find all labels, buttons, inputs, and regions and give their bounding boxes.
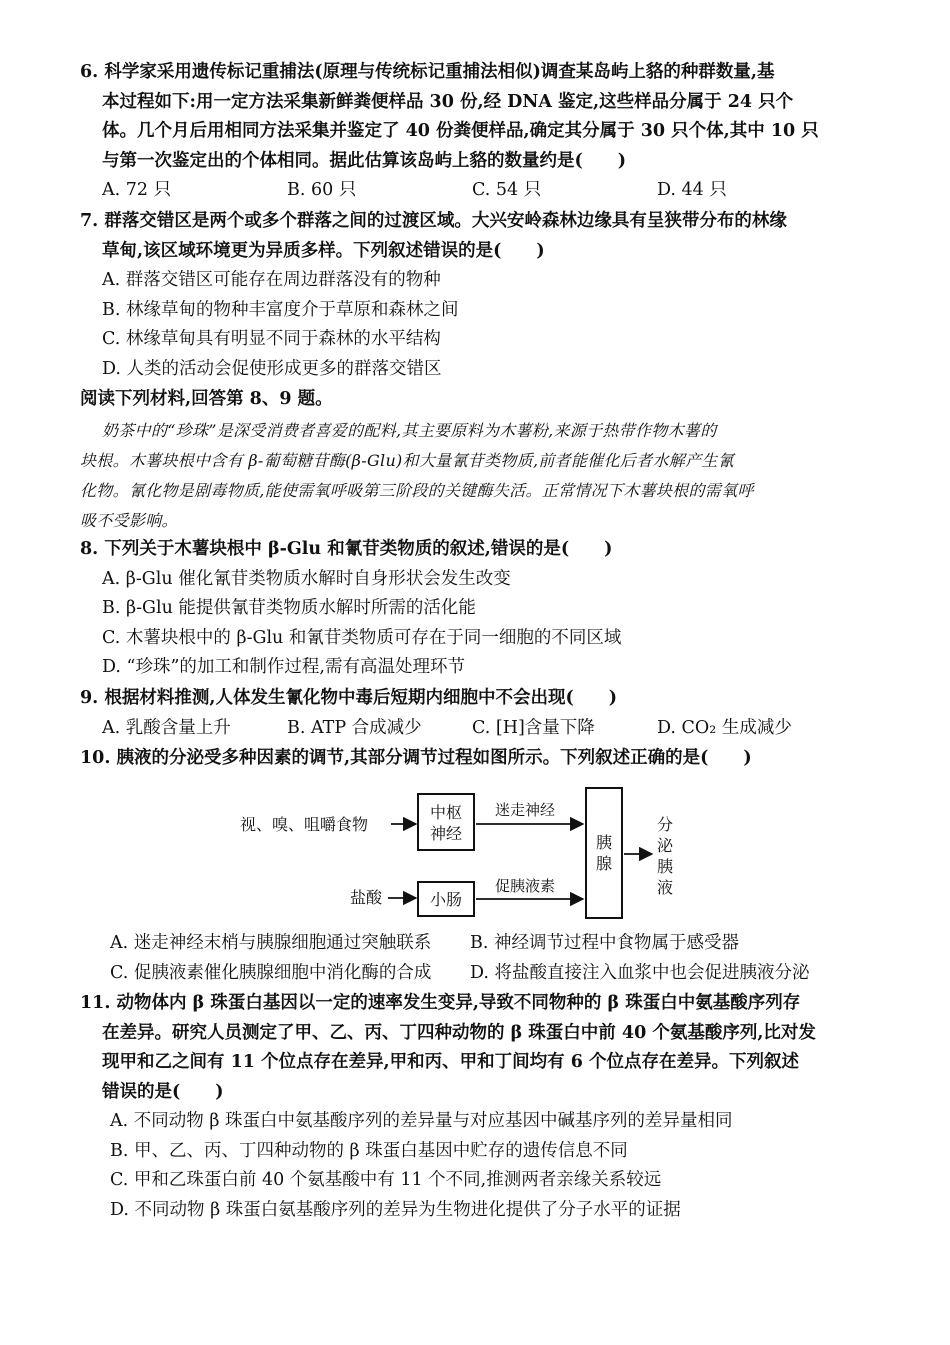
input-food-label: 视、嗅、咀嚼食物 xyxy=(240,815,369,834)
passage-line: 吸不受影响。 xyxy=(80,511,178,530)
question-9-options xyxy=(80,714,860,744)
option-d: D. 将盐酸直接注入血浆中也会促进胰液分泌 xyxy=(470,962,810,983)
option-d: D. CO₂ 生成减少 xyxy=(657,717,792,738)
question-7 xyxy=(80,207,860,384)
question-11-stem-line: 现甲和乙之间有 11 个位点存在差异,甲和丙、甲和丁间均有 6 个位点存在差异。下列叙述 xyxy=(102,1052,799,1072)
question-10-options-row2 xyxy=(80,959,860,989)
option-a: A. 迷走神经末梢与胰腺细胞通过突触联系 xyxy=(110,933,432,953)
question-8 xyxy=(80,535,860,683)
output-label-3: 胰 xyxy=(656,857,674,876)
option-c: C. [H]含量下降 xyxy=(472,717,595,738)
option-d: D. 44 只 xyxy=(657,180,727,200)
question-6-stem-line: 体。几个月后用相同方法采集并鉴定了 40 份粪便样品,确定其分属于 30 只个体,其中 10 只 xyxy=(102,121,819,141)
passage-line: 块根。木薯块根中含有 β-葡萄糖苷酶(β-Glu)和大量氰苷类物质,前者能催化后者水解产生氰 xyxy=(80,451,734,470)
option-a: A. 群落交错区可能存在周边群落没有的物种 xyxy=(102,270,441,290)
pancreas-label-1: 胰 xyxy=(595,833,613,852)
option-d: D. 不同动物 β 珠蛋白氨基酸序列的差异为生物进化提供了分子水平的证据 xyxy=(110,1199,681,1220)
reading-intro xyxy=(80,385,860,415)
option-b: B. ATP 合成减少 xyxy=(287,717,422,738)
reading-intro-text: 阅读下列材料,回答第 8、9 题。 xyxy=(80,389,333,409)
output-label-1: 分 xyxy=(656,815,674,834)
option-d: D. 人类的活动会促使形成更多的群落交错区 xyxy=(102,358,442,379)
question-10-stem: 10. 胰液的分泌受多种因素的调节,其部分调节过程如图所示。下列叙述正确的是( ) xyxy=(80,748,752,768)
question-6 xyxy=(80,58,860,206)
question-7-stem-line: 7. 群落交错区是两个或多个群落之间的过渡区域。大兴安岭森林边缘具有呈狭带分布的林缘 xyxy=(80,211,787,231)
question-10-options-row1 xyxy=(80,929,860,959)
option-b: B. 60 只 xyxy=(287,180,357,200)
option-c: C. 促胰液素催化胰腺细胞中消化酶的合成 xyxy=(110,962,432,983)
option-b: B. 神经调节过程中食物属于感受器 xyxy=(470,933,739,953)
question-11-stem-line: 11. 动物体内 β 珠蛋白基因以一定的速率发生变异,导致不同物种的 β 珠蛋白中氨基酸序列存 xyxy=(80,993,801,1013)
option-a: A. 72 只 xyxy=(102,180,172,200)
question-6-stem-line: 与第一次鉴定出的个体相同。据此估算该岛屿上貉的数量约是( ) xyxy=(102,150,627,171)
question-7-stem-line: 草甸,该区域环境更为异质多样。下列叙述错误的是( ) xyxy=(102,240,545,261)
pancreas-label-2: 腺 xyxy=(595,854,613,873)
option-b: B. 甲、乙、丙、丁四种动物的 β 珠蛋白基因中贮存的遗传信息不同 xyxy=(110,1140,628,1161)
option-a: A. 乳酸含量上升 xyxy=(102,717,231,738)
passage-line: 化物。氰化物是剧毒物质,能使需氧呼吸第三阶段的关键酶失活。正常情况下木薯块根的需氧呼 xyxy=(80,481,754,500)
option-c: C. 木薯块根中的 β-Glu 和氰苷类物质可存在于同一细胞的不同区域 xyxy=(102,627,622,648)
option-c: C. 林缘草甸具有明显不同于森林的水平结构 xyxy=(102,329,441,349)
pancreatic-secretion-diagram xyxy=(240,782,720,932)
question-10 xyxy=(80,744,860,774)
option-a: A. β-Glu 催化氰苷类物质水解时自身形状会发生改变 xyxy=(102,568,511,589)
output-label-4: 液 xyxy=(656,878,674,897)
question-10-options xyxy=(80,929,860,988)
output-label-2: 泌 xyxy=(656,836,674,855)
question-11-stem-line: 错误的是( ) xyxy=(102,1081,224,1102)
question-8-stem: 8. 下列关于木薯块根中 β-Glu 和氰苷类物质的叙述,错误的是( ) xyxy=(80,539,613,559)
option-d: D. “珍珠”的加工和制作过程,需有高温处理环节 xyxy=(102,657,465,677)
question-11 xyxy=(80,989,860,1225)
option-c: C. 54 只 xyxy=(472,180,542,200)
question-6-stem-line: 本过程如下:用一定方法采集新鲜粪便样品 30 份,经 DNA 鉴定,这些样品分属于 24 只个 xyxy=(102,91,794,112)
question-6-options xyxy=(80,176,860,206)
cns-label-line2: 神经 xyxy=(429,824,463,843)
pancreas-box xyxy=(586,788,622,918)
option-b: B. β-Glu 能提供氰苷类物质水解时所需的活化能 xyxy=(102,598,476,618)
question-9 xyxy=(80,684,860,743)
cns-label-line1: 中枢 xyxy=(429,803,463,822)
option-b: B. 林缘草甸的物种丰富度介于草原和森林之间 xyxy=(102,299,459,320)
small-intestine-label: 小肠 xyxy=(429,890,463,909)
question-9-stem: 9. 根据材料推测,人体发生氰化物中毒后短期内细胞中不会出现( ) xyxy=(80,688,618,708)
question-6-stem-line: 6. 科学家采用遗传标记重捕法(原理与传统标记重捕法相似)调查某岛屿上貉的种群数量,基 xyxy=(80,62,775,82)
input-hcl-label: 盐酸 xyxy=(350,888,383,907)
secretin-label: 促胰液素 xyxy=(494,877,556,895)
option-a: A. 不同动物 β 珠蛋白中氨基酸序列的差异量与对应基因中碱基序列的差异量相同 xyxy=(110,1111,733,1131)
option-c: C. 甲和乙珠蛋白前 40 个氨基酸中有 11 个不同,推测两者亲缘关系较远 xyxy=(110,1170,662,1190)
passage-line: 奶茶中的“珍珠”是深受消费者喜爱的配料,其主要原料为木薯粉,来源于热带作物木薯的 xyxy=(102,421,717,440)
reading-passage xyxy=(80,416,860,536)
vagus-nerve-label: 迷走神经 xyxy=(494,801,556,819)
question-11-stem-line: 在差异。研究人员测定了甲、乙、丙、丁四种动物的 β 珠蛋白中前 40 个氨基酸序列,比对发 xyxy=(102,1022,816,1043)
